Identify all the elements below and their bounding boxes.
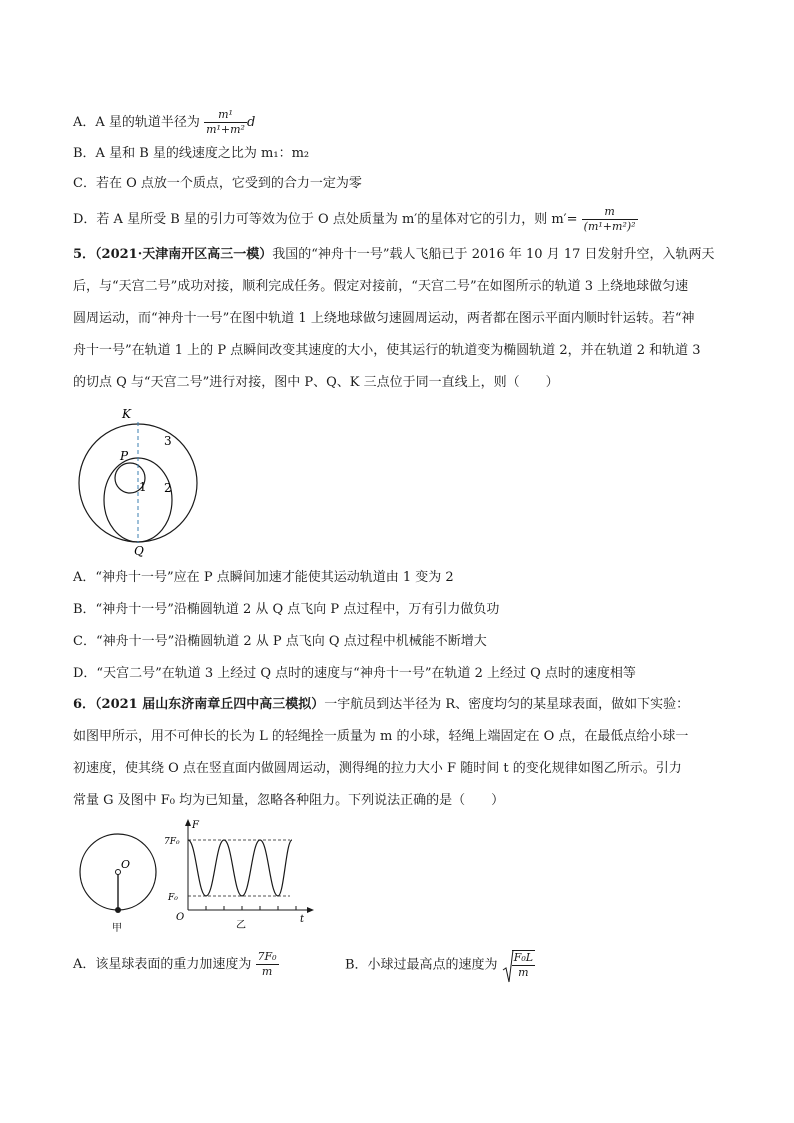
q6-option-a-numerator: 7F₀ bbox=[257, 950, 277, 963]
label-3: 3 bbox=[164, 434, 172, 448]
q4-option-a-tail: d bbox=[246, 115, 256, 130]
q6-option-a bbox=[73, 950, 279, 979]
q4-option-a-fraction bbox=[204, 108, 247, 137]
label-t: t bbox=[300, 914, 305, 925]
pivot-o bbox=[116, 870, 121, 875]
q5-stem-line-5: 的切点 Q 与“天宫二号”进行对接，图中 P、Q、K 三点位于同一直线上，则（ ） bbox=[73, 375, 559, 390]
label-f0: F₀ bbox=[168, 893, 178, 903]
f-axis-arrow bbox=[185, 819, 191, 826]
q6-figure-jia bbox=[76, 828, 161, 938]
q4-option-d-text: D．若 A 星所受 B 星的引力可等效为位于 O 点处质量为 m′的星体对它的引力，则 m′= bbox=[73, 212, 578, 227]
q6-stem-line-2: 如图甲所示，用不可伸长的长为 L 的轻绳拴一质量为 m 的小球，轻绳上端固定在 O 点，在最低点给小球一 bbox=[73, 729, 689, 744]
q4-option-d bbox=[73, 205, 638, 234]
q5-stem-1: 我国的“神舟十一号”载人飞船已于 2016 年 10 月 17 日发射升空，入轨两天 bbox=[272, 247, 715, 262]
q5-number: 5． bbox=[73, 247, 96, 262]
sqrt-sign bbox=[502, 950, 514, 984]
q6-number: 6． bbox=[73, 697, 96, 712]
q6-option-b bbox=[345, 950, 535, 980]
label-1: 1 bbox=[139, 480, 147, 494]
q4-option-d-denominator: (m¹+m²)² bbox=[583, 220, 636, 233]
q6-option-b-fraction bbox=[512, 950, 535, 980]
q4-option-b: B．A 星和 B 星的线速度之比为 m₁：m₂ bbox=[73, 146, 310, 161]
q5-source: （2021·天津南开区高三一模） bbox=[95, 247, 273, 262]
q5-stem-line-1 bbox=[73, 246, 715, 264]
q5-stem-line-2: 后，与“天宫二号”成功对接，顺利完成任务。假定对接前，“天宫二号”在如图所示的轨道 3 上绕地球做匀速 bbox=[73, 279, 689, 294]
label-p: P bbox=[120, 449, 129, 463]
force-curve bbox=[188, 840, 292, 896]
label-2: 2 bbox=[164, 481, 172, 495]
q4-option-d-numerator: m bbox=[582, 205, 638, 220]
q4-option-a-numerator: m¹ bbox=[204, 108, 247, 123]
q5-option-d: D．“天宫二号”在轨道 3 上经过 Q 点时的速度与“神舟十一号”在轨道 2 上经过 Q 点时的速度相等 bbox=[73, 666, 636, 681]
q4-option-a-text: A．A 星的轨道半径为 bbox=[73, 115, 200, 130]
q6-option-b-denominator: m bbox=[518, 966, 529, 979]
q6-figure-yi bbox=[160, 818, 320, 930]
q4-option-a-denominator: m¹+m² bbox=[206, 123, 245, 136]
q6-stem-line-3: 初速度，使其绕 O 点在竖直面内做圆周运动，测得绳的拉力大小 F 随时间 t 的变化规律如图乙所示。引力 bbox=[73, 761, 682, 776]
label-f: F bbox=[192, 820, 199, 831]
label-jia: 甲 bbox=[112, 923, 122, 934]
q5-stem-line-3: 圆周运动，而“神舟十一号”在图中轨道 1 上绕地球做匀速圆周运动，两者都在图示平面内顺时针运转。若“神 bbox=[73, 311, 695, 326]
q6-stem-1: 一宇航员到达半径为 R、密度均匀的某星球表面，做如下实验： bbox=[324, 697, 690, 712]
label-origin: O bbox=[176, 912, 185, 923]
label-7f0: 7F₀ bbox=[164, 837, 180, 847]
q6-option-b-sqrt bbox=[502, 950, 535, 980]
t-ticks bbox=[206, 906, 296, 910]
q6-option-b-text: B．小球过最高点的速度为 bbox=[345, 957, 498, 973]
label-yi: 乙 bbox=[236, 920, 246, 930]
q6-option-a-text: A．该星球表面的重力加速度为 bbox=[73, 957, 252, 972]
q4-option-d-fraction bbox=[582, 205, 638, 234]
q6-stem-line-4: 常量 G 及图中 F₀ 均为已知量，忽略各种阻力。下列说法正确的是（ ） bbox=[73, 793, 505, 808]
label-k: K bbox=[122, 407, 131, 421]
label-o: O bbox=[121, 858, 131, 871]
q5-stem-line-4: 舟十一号”在轨道 1 上的 P 点瞬间改变其速度的大小，使其运行的轨道变为椭圆轨道 2，并在轨道 2 和轨道 3 bbox=[73, 343, 701, 358]
ball bbox=[115, 907, 121, 913]
q6-option-a-fraction bbox=[256, 950, 279, 979]
q6-stem-line-1 bbox=[73, 696, 689, 714]
q4-option-a bbox=[73, 108, 255, 137]
q5-option-b: B．“神舟十一号”沿椭圆轨道 2 从 Q 点飞向 P 点过程中，万有引力做负功 bbox=[73, 602, 500, 617]
label-q: Q bbox=[134, 544, 144, 558]
q6-option-b-numerator: F₀L bbox=[513, 951, 534, 964]
q6-source: （2021 届山东济南章丘四中高三模拟） bbox=[95, 697, 325, 712]
q5-option-a: A．“神舟十一号”应在 P 点瞬间加速才能使其运动轨道由 1 变为 2 bbox=[73, 570, 454, 585]
q6-option-a-denominator: m bbox=[261, 965, 273, 978]
q5-option-c: C．“神舟十一号”沿椭圆轨道 2 从 P 点飞向 Q 点过程中机械能不断增大 bbox=[73, 634, 487, 649]
q5-orbit-figure bbox=[70, 400, 210, 560]
t-axis-arrow bbox=[307, 907, 314, 913]
orbit-3-circle bbox=[79, 424, 197, 542]
q4-option-c: C．若在 O 点放一个质点，它受到的合力一定为零 bbox=[73, 176, 362, 191]
